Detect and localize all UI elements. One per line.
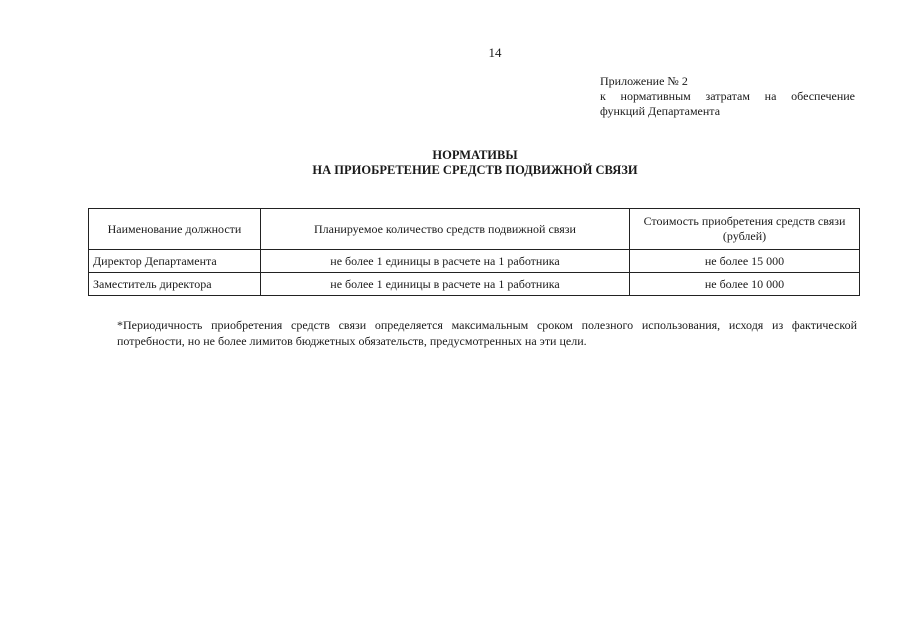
cell-quantity: не более 1 единицы в расчете на 1 работника xyxy=(261,273,630,296)
cell-cost: не более 15 000 xyxy=(630,250,860,273)
document-title xyxy=(0,148,899,178)
cell-position: Заместитель директора xyxy=(89,273,261,296)
page-number: 14 xyxy=(488,45,502,60)
cell-cost: не более 10 000 xyxy=(630,273,860,296)
table-header-row xyxy=(89,209,860,250)
cell-position: Директор Департамента xyxy=(89,250,261,273)
header-quantity: Планируемое количество средств подвижной связи xyxy=(261,209,630,250)
norms-table xyxy=(88,208,860,296)
appendix-line-3: функций Департамента xyxy=(600,104,721,118)
header-position: Наименование должности xyxy=(89,209,261,250)
title-line-2: НА ПРИОБРЕТЕНИЕ СРЕДСТВ ПОДВИЖНОЙ СВЯЗИ xyxy=(312,163,638,177)
appendix-note xyxy=(600,74,855,119)
appendix-line-2: к нормативным затратам на обеспечение xyxy=(600,89,855,103)
table-row xyxy=(89,250,860,273)
header-cost: Стоимость приобретения средств связи (рублей) xyxy=(630,209,860,250)
cell-quantity: не более 1 единицы в расчете на 1 работника xyxy=(261,250,630,273)
appendix-line-1: Приложение № 2 xyxy=(600,74,688,88)
title-line-1: НОРМАТИВЫ xyxy=(432,148,518,162)
footnote: *Периодичность приобретения средств связи определяется максимальным сроком полезного использования, исходя из фактической потребности, но не более лимитов бюджетных обязательств, предусмотренных на эти цели. xyxy=(117,318,857,348)
table-row xyxy=(89,273,860,296)
